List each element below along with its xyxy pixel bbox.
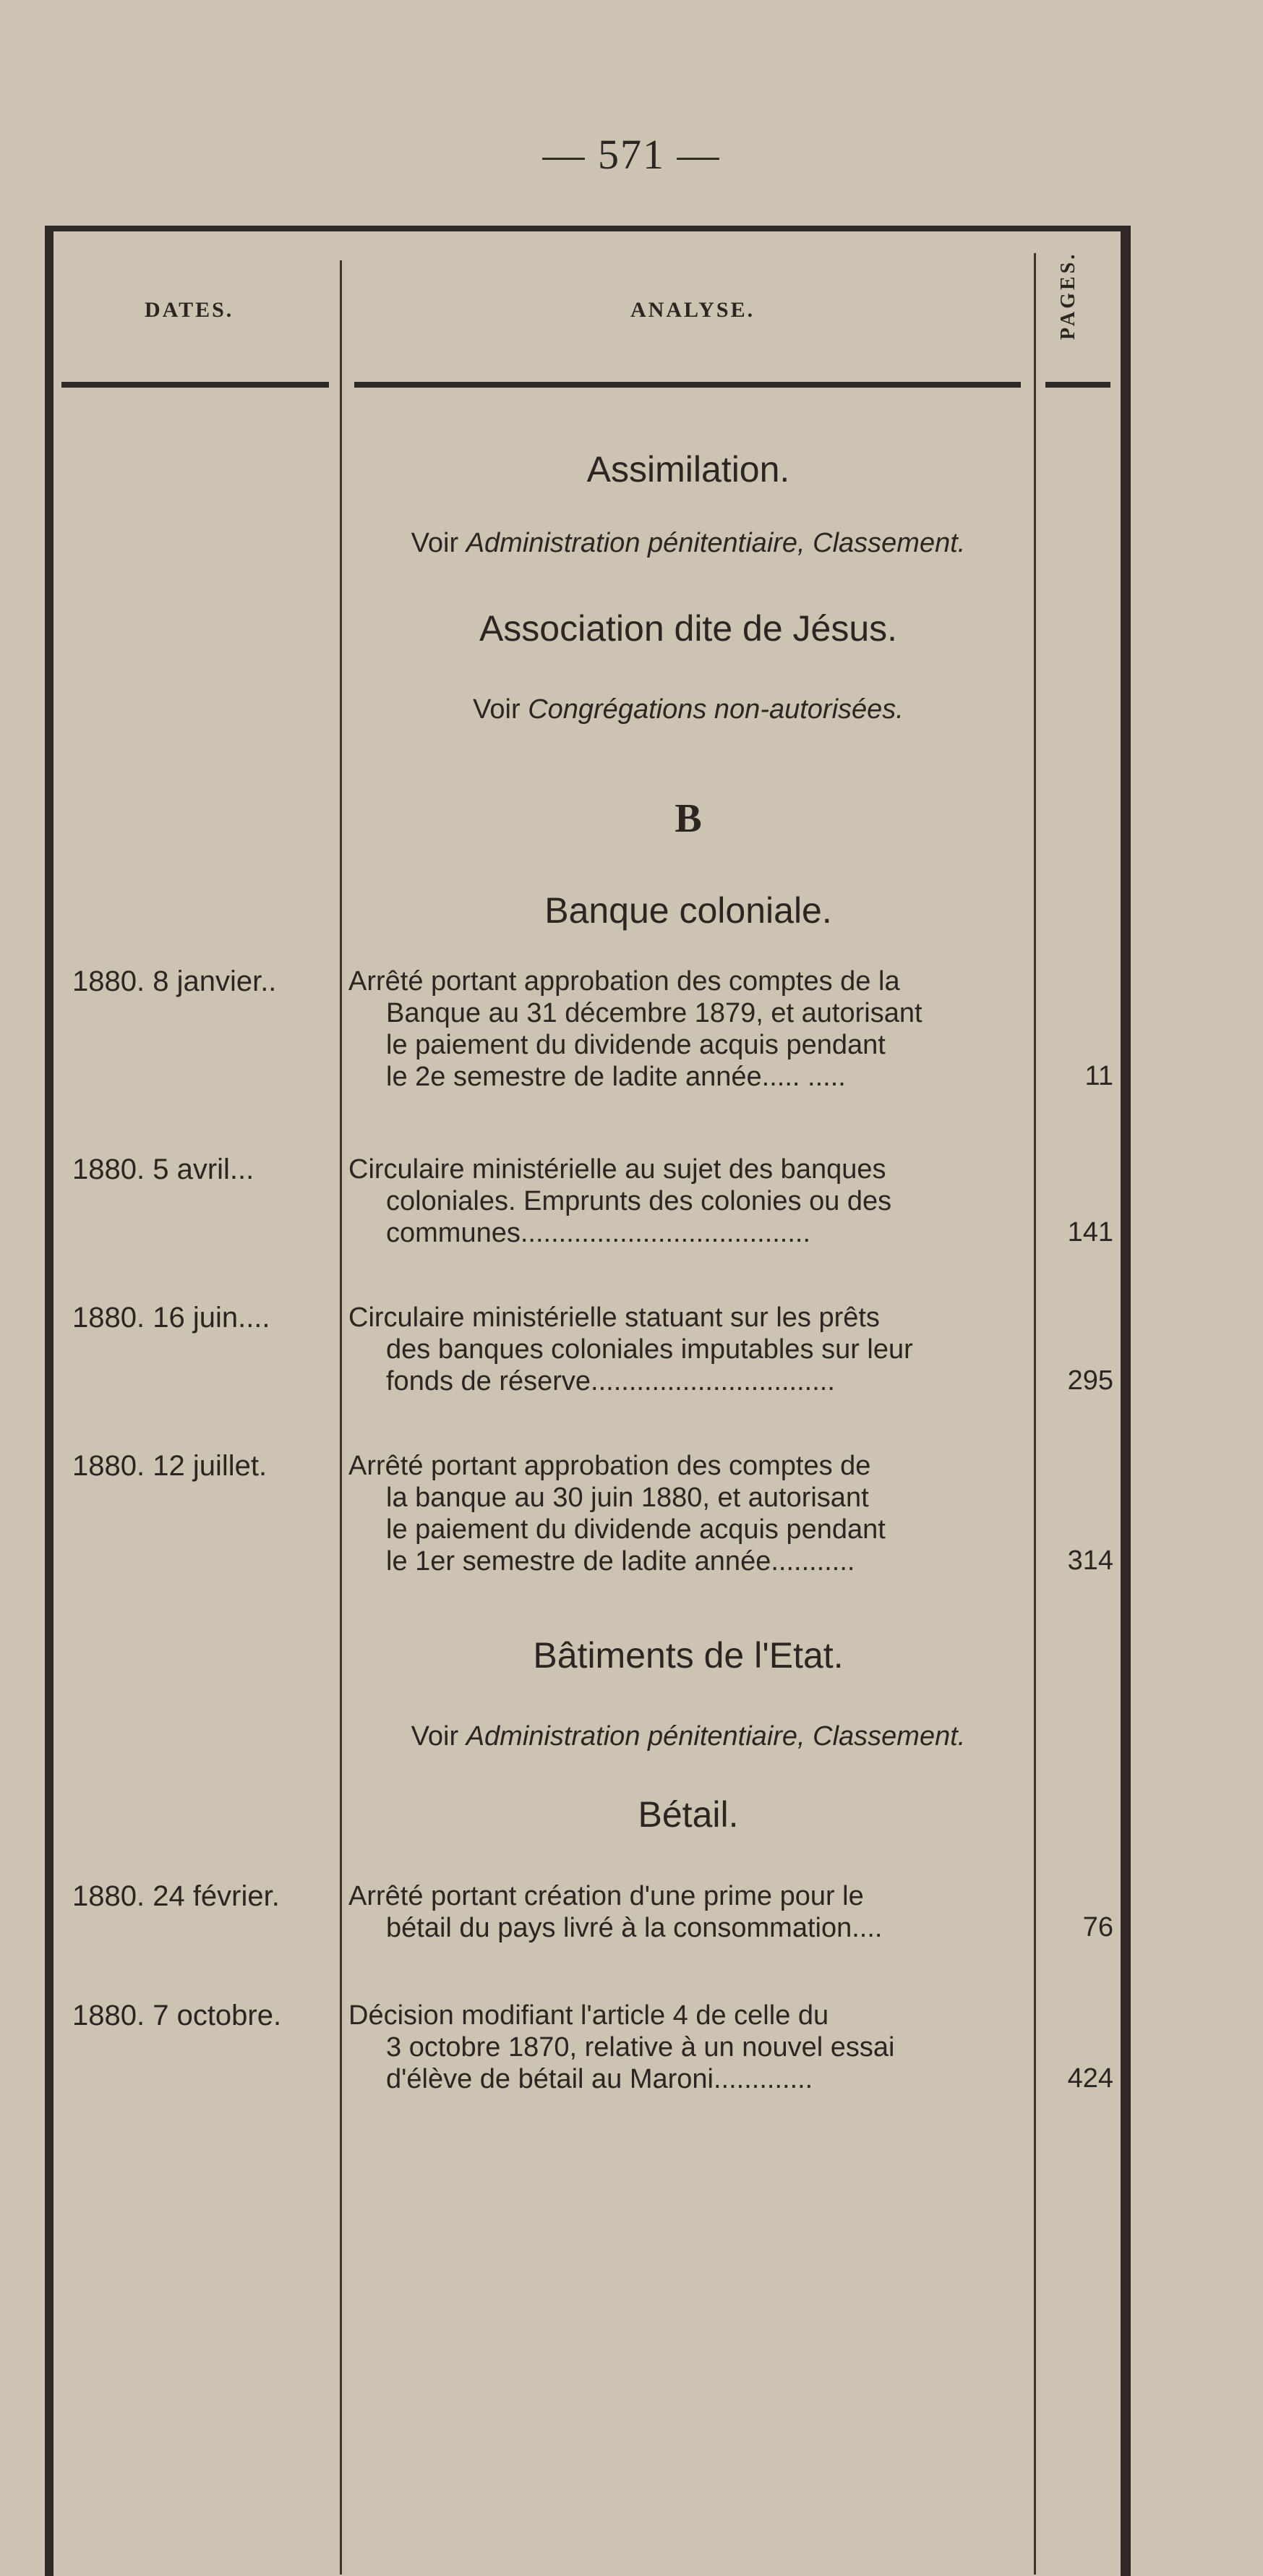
- entry-page-ref: 76: [1082, 1912, 1113, 1942]
- header-rule-dates: [61, 382, 329, 388]
- entry-line: le 1er semestre de ladite année...........: [386, 1546, 855, 1577]
- entry-line: 3 octobre 1870, relative à un nouvel essai: [386, 2032, 895, 2063]
- entry-text: [348, 1302, 1027, 1397]
- entry-line: Circulaire ministérielle statuant sur les prêts: [348, 1302, 880, 1333]
- entry-line: Arrêté portant approbation des comptes de: [348, 1451, 871, 1481]
- table-left-border: [45, 226, 53, 2576]
- entry-line: Arrêté portant création d'une prime pour le: [348, 1881, 864, 1911]
- header-rule-pages: [1045, 382, 1110, 388]
- entry-text: [348, 1153, 1027, 1249]
- entry-line: d'élève de bétail au Maroni.............: [386, 2064, 813, 2094]
- entry-date: 1880. 8 janvier..: [72, 965, 277, 997]
- see-also-association: [341, 694, 1035, 725]
- entry-line: des banques coloniales imputables sur leur: [386, 1334, 913, 1365]
- table-top-rule: [45, 226, 1126, 231]
- letter-heading-b: B: [675, 796, 702, 841]
- entry-line: la banque au 30 juin 1880, et autorisant: [386, 1483, 869, 1513]
- see-also-assimilation: [341, 528, 1035, 559]
- section-heading-betail: Bétail.: [638, 1794, 739, 1835]
- header-dates: DATES.: [145, 298, 234, 322]
- entry-line: Banque au 31 décembre 1879, et autorisant: [386, 998, 922, 1028]
- entry-line: fonds de réserve................................: [386, 1366, 835, 1396]
- see-also-batiments: [341, 1721, 1035, 1752]
- entry-date: 1880. 24 février.: [72, 1880, 280, 1912]
- see-also-reference: Administration pénitentiaire, Classement.: [466, 528, 966, 558]
- entry-date: 1880. 5 avril...: [72, 1153, 254, 1185]
- entry-line: le paiement du dividende acquis pendant: [386, 1514, 886, 1545]
- see-also-prefix: Voir: [411, 1721, 459, 1752]
- entry-page-ref: 295: [1067, 1365, 1113, 1396]
- column-separator-pages: [1034, 253, 1036, 2575]
- header-pages: PAGES.: [1057, 251, 1079, 340]
- entry-date: 1880. 7 octobre.: [72, 2000, 282, 2031]
- section-heading-assimilation: Assimilation.: [586, 449, 790, 490]
- entry-page-ref: 11: [1084, 1061, 1113, 1091]
- section-heading-batiments: Bâtiments de l'Etat.: [533, 1635, 844, 1676]
- see-also-reference: Congrégations non-autorisées.: [528, 694, 904, 725]
- table-right-border: [1121, 226, 1131, 2576]
- entry-line: Circulaire ministérielle au sujet des banques: [348, 1154, 886, 1185]
- section-heading-banque-coloniale: Banque coloniale.: [544, 890, 832, 931]
- header-rule-analyse: [354, 382, 1021, 388]
- entry-date: 1880. 16 juin....: [72, 1302, 270, 1334]
- entry-line: Décision modifiant l'article 4 de celle du: [348, 2000, 829, 2031]
- page-number: — 571 —: [542, 131, 721, 178]
- entry-date: 1880. 12 juillet.: [72, 1450, 267, 1482]
- see-also-reference: Administration pénitentiaire, Classement.: [466, 1721, 966, 1752]
- section-heading-association: Association dite de Jésus.: [479, 608, 898, 649]
- see-also-prefix: Voir: [411, 528, 459, 558]
- entry-line: coloniales. Emprunts des colonies ou des: [386, 1186, 892, 1216]
- see-also-prefix: Voir: [473, 694, 521, 725]
- entry-text: [348, 1880, 1027, 1944]
- entry-page-ref: 314: [1067, 1545, 1113, 1576]
- entry-line: bétail du pays livré à la consommation....: [386, 1913, 883, 1943]
- entry-text: [348, 1450, 1027, 1577]
- entry-line: Arrêté portant approbation des comptes de la: [348, 966, 900, 997]
- entry-line: le 2e semestre de ladite année..... .....: [386, 1062, 846, 1092]
- entry-line: le paiement du dividende acquis pendant: [386, 1030, 886, 1060]
- entry-line: communes......................................: [386, 1218, 811, 1248]
- entry-page-ref: 424: [1067, 2063, 1113, 2094]
- entry-page-ref: 141: [1067, 1217, 1113, 1248]
- header-analyse: ANALYSE.: [630, 298, 755, 322]
- entry-text: [348, 2000, 1027, 2095]
- entry-text: [348, 965, 1027, 1093]
